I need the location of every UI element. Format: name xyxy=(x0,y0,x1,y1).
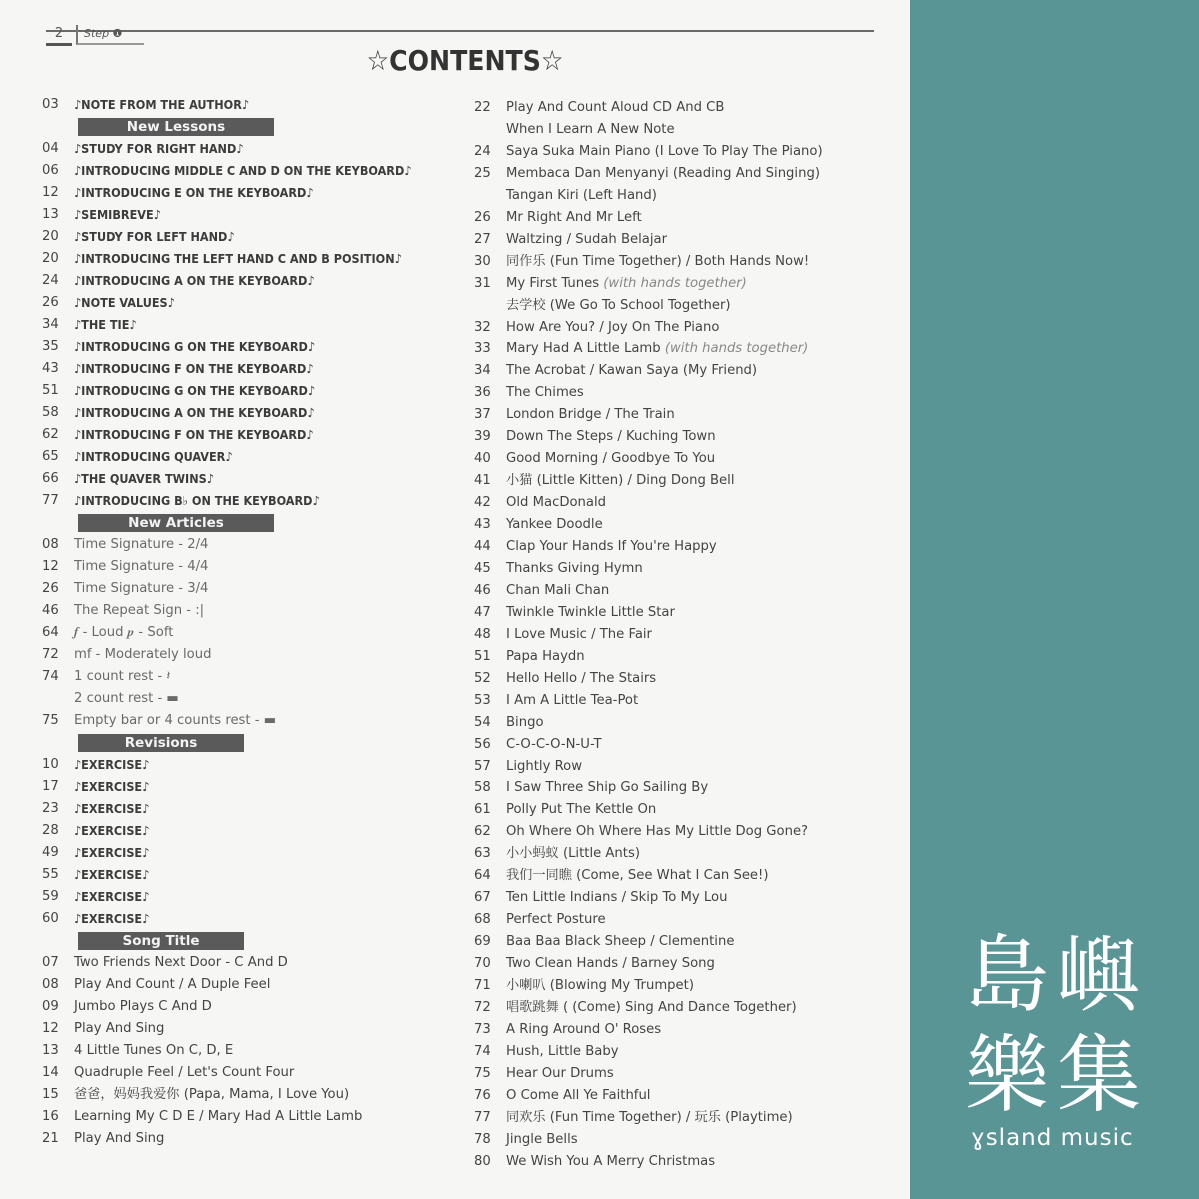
page-ref: 43 xyxy=(474,517,491,533)
entry-title: ♪STUDY FOR RIGHT HAND♪ xyxy=(74,141,244,156)
toc-entry xyxy=(42,424,462,446)
page-ref: 59 xyxy=(42,889,59,904)
toc-entry xyxy=(42,1128,462,1150)
page-ref: 69 xyxy=(474,934,491,950)
toc-entry xyxy=(474,1041,894,1063)
entry-title: The Repeat Sign - :| xyxy=(74,603,205,618)
entry-title: C-O-C-O-N-U-T xyxy=(506,736,602,752)
entry-title: ♪EXERCISE♪ xyxy=(74,801,150,816)
page-ref: 37 xyxy=(474,407,491,423)
toc-entry xyxy=(474,843,894,865)
page-ref: 15 xyxy=(42,1087,59,1102)
entry-title: ♪SEMIBREVE♪ xyxy=(74,207,161,222)
toc-entry xyxy=(474,1063,894,1085)
entry-title: 小喇叭 (Blowing My Trumpet) xyxy=(506,978,694,993)
entry-title: The Chimes xyxy=(506,385,584,401)
page-ref: 27 xyxy=(474,231,491,247)
page-ref: 42 xyxy=(474,495,491,511)
page-ref: 06 xyxy=(42,163,59,178)
page-ref: 20 xyxy=(42,229,59,244)
page-ref: 31 xyxy=(474,275,491,291)
toc-entry xyxy=(42,1040,462,1062)
entry-title: ♪NOTE VALUES♪ xyxy=(74,295,175,310)
toc-entry xyxy=(42,710,462,732)
toc-entry xyxy=(474,1085,894,1107)
toc-entry xyxy=(42,776,462,798)
page-ref: 21 xyxy=(42,1131,59,1146)
entry-title: We Wish You A Merry Christmas xyxy=(506,1153,716,1169)
page-ref: 09 xyxy=(42,999,59,1014)
toc-entry xyxy=(474,668,894,690)
entry-title: Saya Suka Main Piano (I Love To Play The Piano) xyxy=(506,143,823,159)
page-ref: 26 xyxy=(42,295,59,310)
entry-title: O Come All Ye Faithful xyxy=(506,1087,651,1103)
page-ref: 35 xyxy=(42,339,59,354)
page-ref: 12 xyxy=(42,1021,59,1036)
entry-title: A Ring Around O' Roses xyxy=(506,1021,662,1037)
entry-title: ♪EXERCISE♪ xyxy=(74,889,150,904)
page-ref: 32 xyxy=(474,319,491,335)
entry-title: Lightly Row xyxy=(506,758,582,774)
entry-title: ♪NOTE FROM THE AUTHOR♪ xyxy=(74,97,250,112)
page-ref: 58 xyxy=(42,405,59,420)
toc-entry xyxy=(474,821,894,843)
toc-entry xyxy=(474,997,894,1019)
entry-title: Down The Steps / Kuching Town xyxy=(506,429,716,445)
toc-entry xyxy=(474,163,894,185)
entry-title: Membaca Dan Menyanyi (Reading And Singing) xyxy=(506,165,820,181)
toc-entry xyxy=(42,952,462,974)
page-ref: 51 xyxy=(42,383,59,398)
toc-entry xyxy=(42,908,462,930)
entry-title: Empty bar or 4 counts rest - ▬ xyxy=(74,713,277,728)
entry-title: 我们一同瞧 (Come, See What I Can See!) xyxy=(506,868,769,884)
page-ref: 23 xyxy=(42,801,59,816)
toc-entry xyxy=(474,448,894,470)
page-ref: 40 xyxy=(474,451,491,467)
toc-entry xyxy=(474,646,894,668)
page-ref: 77 xyxy=(474,1109,491,1125)
page-ref: 45 xyxy=(474,560,491,576)
page-ref: 14 xyxy=(42,1065,59,1080)
entry-title: Papa Haydn xyxy=(506,648,585,664)
entry-title: Time Signature - 2/4 xyxy=(74,537,209,552)
page-ref: 10 xyxy=(42,757,59,772)
page-ref: 20 xyxy=(42,251,59,266)
entry-title: Thanks Giving Hymn xyxy=(506,560,643,576)
entry-title: Oh Where Oh Where Has My Little Dog Gone? xyxy=(506,824,809,840)
entry-title: Hush, Little Baby xyxy=(506,1043,619,1059)
toc-entry xyxy=(474,558,894,580)
page-ref: 13 xyxy=(42,1043,59,1058)
entry-title: 爸爸，妈妈我爱你 (Papa, Mama, I Love You) xyxy=(74,1087,350,1102)
toc-entry xyxy=(42,358,462,380)
toc-entry xyxy=(42,138,462,160)
entry-title: Yankee Doodle xyxy=(506,517,603,533)
page-ref: 41 xyxy=(474,473,491,489)
toc-entry xyxy=(42,160,462,182)
entry-title: Jumbo Plays C And D xyxy=(74,999,212,1014)
toc-entry xyxy=(42,886,462,908)
page-ref: 70 xyxy=(474,956,491,972)
entry-note: (with hands together) xyxy=(603,275,747,291)
entry-title: Hear Our Drums xyxy=(506,1065,614,1081)
entry-title: ♪STUDY FOR LEFT HAND♪ xyxy=(74,229,235,244)
page-ref: 56 xyxy=(474,736,491,752)
toc-entry xyxy=(42,380,462,402)
toc-entry xyxy=(42,600,462,622)
page-ref: 24 xyxy=(474,143,491,159)
page-ref: 22 xyxy=(474,100,491,115)
page-ref: 47 xyxy=(474,604,491,620)
page-ref: 80 xyxy=(474,1153,491,1169)
entry-title: 2 count rest - ▬ xyxy=(74,691,179,706)
entry-title: ♪INTRODUCING F ON THE KEYBOARD♪ xyxy=(74,361,314,376)
left-column xyxy=(42,94,462,1174)
toc-entry xyxy=(474,97,894,119)
toc-entry xyxy=(474,514,894,536)
entry-title: Mr Right And Mr Left xyxy=(506,209,642,225)
toc-entry xyxy=(42,402,462,424)
entry-title: I Am A Little Tea-Pot xyxy=(506,692,639,708)
toc-entry xyxy=(474,404,894,426)
toc-entry xyxy=(42,974,462,996)
entry-title: ♪INTRODUCING B♭ ON THE KEYBOARD♪ xyxy=(74,493,320,508)
toc-entry xyxy=(474,602,894,624)
toc-entry xyxy=(42,996,462,1018)
entry-note: (with hands together) xyxy=(664,341,809,357)
toc-entry xyxy=(474,119,894,141)
entry-title: 𝆑 - Loud 𝆏 - Soft xyxy=(74,625,174,640)
entry-title: ♪INTRODUCING F ON THE KEYBOARD♪ xyxy=(74,427,314,442)
toc-entry xyxy=(42,556,462,578)
toc-entry xyxy=(474,492,894,514)
entry-title: London Bridge / The Train xyxy=(506,407,675,423)
toc-entry xyxy=(42,1062,462,1084)
toc-entry xyxy=(474,865,894,887)
toc-entry xyxy=(474,185,894,207)
toc-entry xyxy=(474,799,894,821)
entry-title: Baa Baa Black Sheep / Clementine xyxy=(506,934,735,950)
toc-entry xyxy=(42,182,462,204)
step-label: Step ❶ xyxy=(76,25,144,45)
entry-title: Perfect Posture xyxy=(506,912,606,928)
entry-title: 4 Little Tunes On C, D, E xyxy=(74,1043,234,1058)
entry-title: 唱歌跳舞 ( (Come) Sing And Dance Together) xyxy=(506,999,797,1015)
toc-entry xyxy=(474,251,894,273)
page-ref: 72 xyxy=(474,999,491,1015)
page-ref: 46 xyxy=(42,603,59,618)
entry-title: Good Morning / Goodbye To You xyxy=(506,451,716,467)
entry-title: Time Signature - 3/4 xyxy=(74,581,209,596)
entry-title: 小小蚂蚁 (Little Ants) xyxy=(506,846,640,862)
page-ref: 17 xyxy=(42,779,59,794)
toc-entry xyxy=(42,622,462,644)
entry-title: The Acrobat / Kawan Saya (My Friend) xyxy=(506,363,758,379)
page-ref: 25 xyxy=(474,165,491,181)
entry-title: Time Signature - 4/4 xyxy=(74,559,209,574)
page-ref: 46 xyxy=(474,582,491,598)
page-ref: 16 xyxy=(42,1109,59,1124)
page-ref: 53 xyxy=(474,692,491,708)
entry-title: ♪INTRODUCING QUAVER♪ xyxy=(74,449,233,464)
toc-entry xyxy=(42,292,462,314)
entry-title: I Love Music / The Fair xyxy=(506,626,652,642)
entry-title: Hello Hello / The Stairs xyxy=(506,670,657,686)
entry-title: Quadruple Feel / Let's Count Four xyxy=(74,1065,295,1080)
entry-title: ♪EXERCISE♪ xyxy=(74,823,150,838)
page-ref: 13 xyxy=(42,207,59,222)
entry-title: ♪INTRODUCING E ON THE KEYBOARD♪ xyxy=(74,185,314,200)
section-heading: Revisions xyxy=(78,734,244,752)
entry-title: Play And Sing xyxy=(74,1131,165,1146)
logo-chinese: 島嶼 樂集 xyxy=(965,926,1150,1124)
page-ref: 64 xyxy=(474,868,491,884)
toc-entry xyxy=(42,798,462,820)
page-ref: 43 xyxy=(42,361,59,376)
toc-entry xyxy=(474,931,894,953)
toc-entry xyxy=(474,536,894,558)
entry-title: Play And Sing xyxy=(74,1021,165,1036)
toc-entry xyxy=(474,295,894,317)
toc-entry xyxy=(474,207,894,229)
page-ref: 03 xyxy=(42,97,59,112)
toc-entry xyxy=(474,470,894,492)
toc-entry xyxy=(42,1084,462,1106)
entry-title: Play And Count / A Duple Feel xyxy=(74,977,271,992)
entry-title: ♪THE TIE♪ xyxy=(74,317,137,332)
toc-entry xyxy=(474,624,894,646)
page-ref: 51 xyxy=(474,648,491,664)
page-ref: 12 xyxy=(42,559,59,574)
toc-entry xyxy=(42,468,462,490)
section-heading: New Lessons xyxy=(78,118,274,136)
section-heading: New Articles xyxy=(78,514,274,532)
entry-title: ♪INTRODUCING A ON THE KEYBOARD♪ xyxy=(74,405,315,420)
entry-title: Bingo xyxy=(506,714,544,730)
page-ref: 63 xyxy=(474,846,491,862)
page-number: 2 xyxy=(46,25,72,46)
section-heading: Song Title xyxy=(78,932,244,950)
page-ref: 78 xyxy=(474,1131,491,1147)
entry-title: Clap Your Hands If You're Happy xyxy=(506,539,717,554)
page-ref: 44 xyxy=(474,539,491,554)
toc-entry xyxy=(42,666,462,688)
entry-title: ♪EXERCISE♪ xyxy=(74,779,150,794)
page-ref: 74 xyxy=(42,669,59,684)
page-ref: 72 xyxy=(42,647,59,662)
entry-title: 同欢乐 (Fun Time Together) / 玩乐 (Playtime) xyxy=(506,1109,793,1125)
entry-title: Chan Mali Chan xyxy=(506,582,610,598)
entry-title: 去学校 (We Go To School Together) xyxy=(506,297,731,313)
toc-entry xyxy=(42,1106,462,1128)
page-ref: 64 xyxy=(42,625,59,640)
page-ref: 65 xyxy=(42,449,59,464)
page-ref: 34 xyxy=(474,363,491,379)
entry-title: ♪INTRODUCING A ON THE KEYBOARD♪ xyxy=(74,273,315,288)
toc-entry xyxy=(42,688,462,710)
page-ref: 74 xyxy=(474,1043,491,1059)
entry-title: My First Tunes (with hands together) xyxy=(506,275,747,291)
page-ref: 75 xyxy=(42,713,59,728)
page-ref: 62 xyxy=(42,427,59,442)
entry-title: Polly Put The Kettle On xyxy=(506,802,657,818)
page-ref: 61 xyxy=(474,802,491,818)
page-ref: 62 xyxy=(474,824,491,840)
entry-title: ♪EXERCISE♪ xyxy=(74,867,150,882)
page-ref: 30 xyxy=(474,253,491,269)
entry-title: ♪EXERCISE♪ xyxy=(74,757,150,772)
entry-title: Jingle Bells xyxy=(506,1131,578,1147)
toc-entry xyxy=(474,1151,894,1173)
toc-entry xyxy=(42,270,462,292)
entry-title: When I Learn A New Note xyxy=(506,121,675,137)
entry-title: 同作乐 (Fun Time Together) / Both Hands Now! xyxy=(506,253,810,269)
toc-entry xyxy=(42,534,462,556)
toc-entry xyxy=(42,754,462,776)
entry-title: Waltzing / Sudah Belajar xyxy=(506,231,668,247)
page-ref: 04 xyxy=(42,141,59,156)
page-ref: 73 xyxy=(474,1021,491,1037)
page-ref: 71 xyxy=(474,978,491,993)
toc-entry xyxy=(42,248,462,270)
page-ref: 68 xyxy=(474,912,491,928)
page-ref: 26 xyxy=(42,581,59,596)
page-ref: 67 xyxy=(474,890,491,906)
page-ref: 08 xyxy=(42,537,59,552)
page-ref: 36 xyxy=(474,385,491,401)
toc-entry xyxy=(42,94,462,116)
page-ref: 33 xyxy=(474,341,491,357)
header-rule xyxy=(46,30,874,32)
page-ref: 39 xyxy=(474,429,491,445)
toc-entry xyxy=(474,1019,894,1041)
toc-entry xyxy=(474,141,894,163)
toc-entry xyxy=(474,887,894,909)
entry-title: 小猫 (Little Kitten) / Ding Dong Bell xyxy=(506,473,735,489)
page-ref: 49 xyxy=(42,845,59,860)
toc-entry xyxy=(474,690,894,712)
toc-entry xyxy=(474,1129,894,1151)
page-ref: 48 xyxy=(474,626,491,642)
entry-title: Old MacDonald xyxy=(506,495,607,511)
entry-title: Twinkle Twinkle Little Star xyxy=(506,604,675,620)
toc-entry xyxy=(474,975,894,997)
toc-entry xyxy=(42,864,462,886)
toc-entry xyxy=(474,756,894,778)
entry-title: mf - Moderately loud xyxy=(74,647,212,662)
entry-title: ♪EXERCISE♪ xyxy=(74,911,150,926)
toc-entry xyxy=(474,382,894,404)
page-ref: 07 xyxy=(42,955,59,970)
toc-entry xyxy=(42,842,462,864)
toc-entry xyxy=(42,820,462,842)
toc-entry xyxy=(474,273,894,295)
page-ref: 54 xyxy=(474,714,491,730)
toc-entry xyxy=(42,336,462,358)
entry-title: Mary Had A Little Lamb (with hands together) xyxy=(506,341,809,357)
toc-entry xyxy=(474,777,894,799)
page-ref: 52 xyxy=(474,670,491,686)
toc-entry xyxy=(42,314,462,336)
toc-entry xyxy=(474,426,894,448)
toc-entry xyxy=(42,644,462,666)
entry-title: ♪INTRODUCING G ON THE KEYBOARD♪ xyxy=(74,383,316,398)
toc-entry xyxy=(42,578,462,600)
entry-title: ♪INTRODUCING MIDDLE C AND D ON THE KEYBOARD♪ xyxy=(74,163,412,178)
toc-entry xyxy=(42,490,462,512)
toc-entry xyxy=(474,229,894,251)
page-ref: 24 xyxy=(42,273,59,288)
entry-title: ♪EXERCISE♪ xyxy=(74,845,150,860)
right-column xyxy=(474,97,894,1177)
entry-title: Learning My C D E / Mary Had A Little Lamb xyxy=(74,1109,363,1124)
toc-entry xyxy=(42,446,462,468)
toc-entry xyxy=(474,909,894,931)
toc-entry xyxy=(474,580,894,602)
page-ref: 58 xyxy=(474,780,491,796)
entry-title: How Are You? / Joy On The Piano xyxy=(506,319,720,335)
entry-title: Two Friends Next Door - C And D xyxy=(74,955,288,970)
entry-title: I Saw Three Ship Go Sailing By xyxy=(506,780,709,796)
page-ref: 76 xyxy=(474,1087,491,1103)
entry-title: ♪THE QUAVER TWINS♪ xyxy=(74,471,214,486)
toc-entry xyxy=(474,953,894,975)
entry-title: ♪INTRODUCING THE LEFT HAND C AND B POSITION♪ xyxy=(74,251,402,266)
page-ref: 75 xyxy=(474,1065,491,1081)
entry-title: Ten Little Indians / Skip To My Lou xyxy=(506,890,728,906)
page-ref: 26 xyxy=(474,209,491,225)
page-ref: 28 xyxy=(42,823,59,838)
toc-entry xyxy=(474,317,894,339)
toc-entry xyxy=(42,1018,462,1040)
page-ref: 57 xyxy=(474,758,491,774)
toc-entry xyxy=(474,338,894,360)
entry-title: Tangan Kiri (Left Hand) xyxy=(506,187,657,203)
entry-title: ♪INTRODUCING G ON THE KEYBOARD♪ xyxy=(74,339,316,354)
entry-title: Play And Count Aloud CD And CB xyxy=(506,100,725,115)
page-ref: 34 xyxy=(42,317,59,332)
toc-entry xyxy=(42,204,462,226)
page-ref: 66 xyxy=(42,471,59,486)
page-ref: 60 xyxy=(42,911,59,926)
page-title: ☆CONTENTS☆ xyxy=(366,44,564,77)
toc-entry xyxy=(474,360,894,382)
page-ref: 08 xyxy=(42,977,59,992)
toc-entry xyxy=(474,1107,894,1129)
logo-english: ɣsland music xyxy=(971,1125,1134,1151)
page-ref: 12 xyxy=(42,185,59,200)
brand-logo xyxy=(965,925,1155,1151)
page-ref: 77 xyxy=(42,493,59,508)
toc-entry xyxy=(474,712,894,734)
toc-entry xyxy=(42,226,462,248)
toc-entry xyxy=(474,734,894,756)
page-ref: 55 xyxy=(42,867,59,882)
entry-title: Two Clean Hands / Barney Song xyxy=(506,956,715,972)
entry-title: 1 count rest - 𝄽 xyxy=(74,669,171,684)
